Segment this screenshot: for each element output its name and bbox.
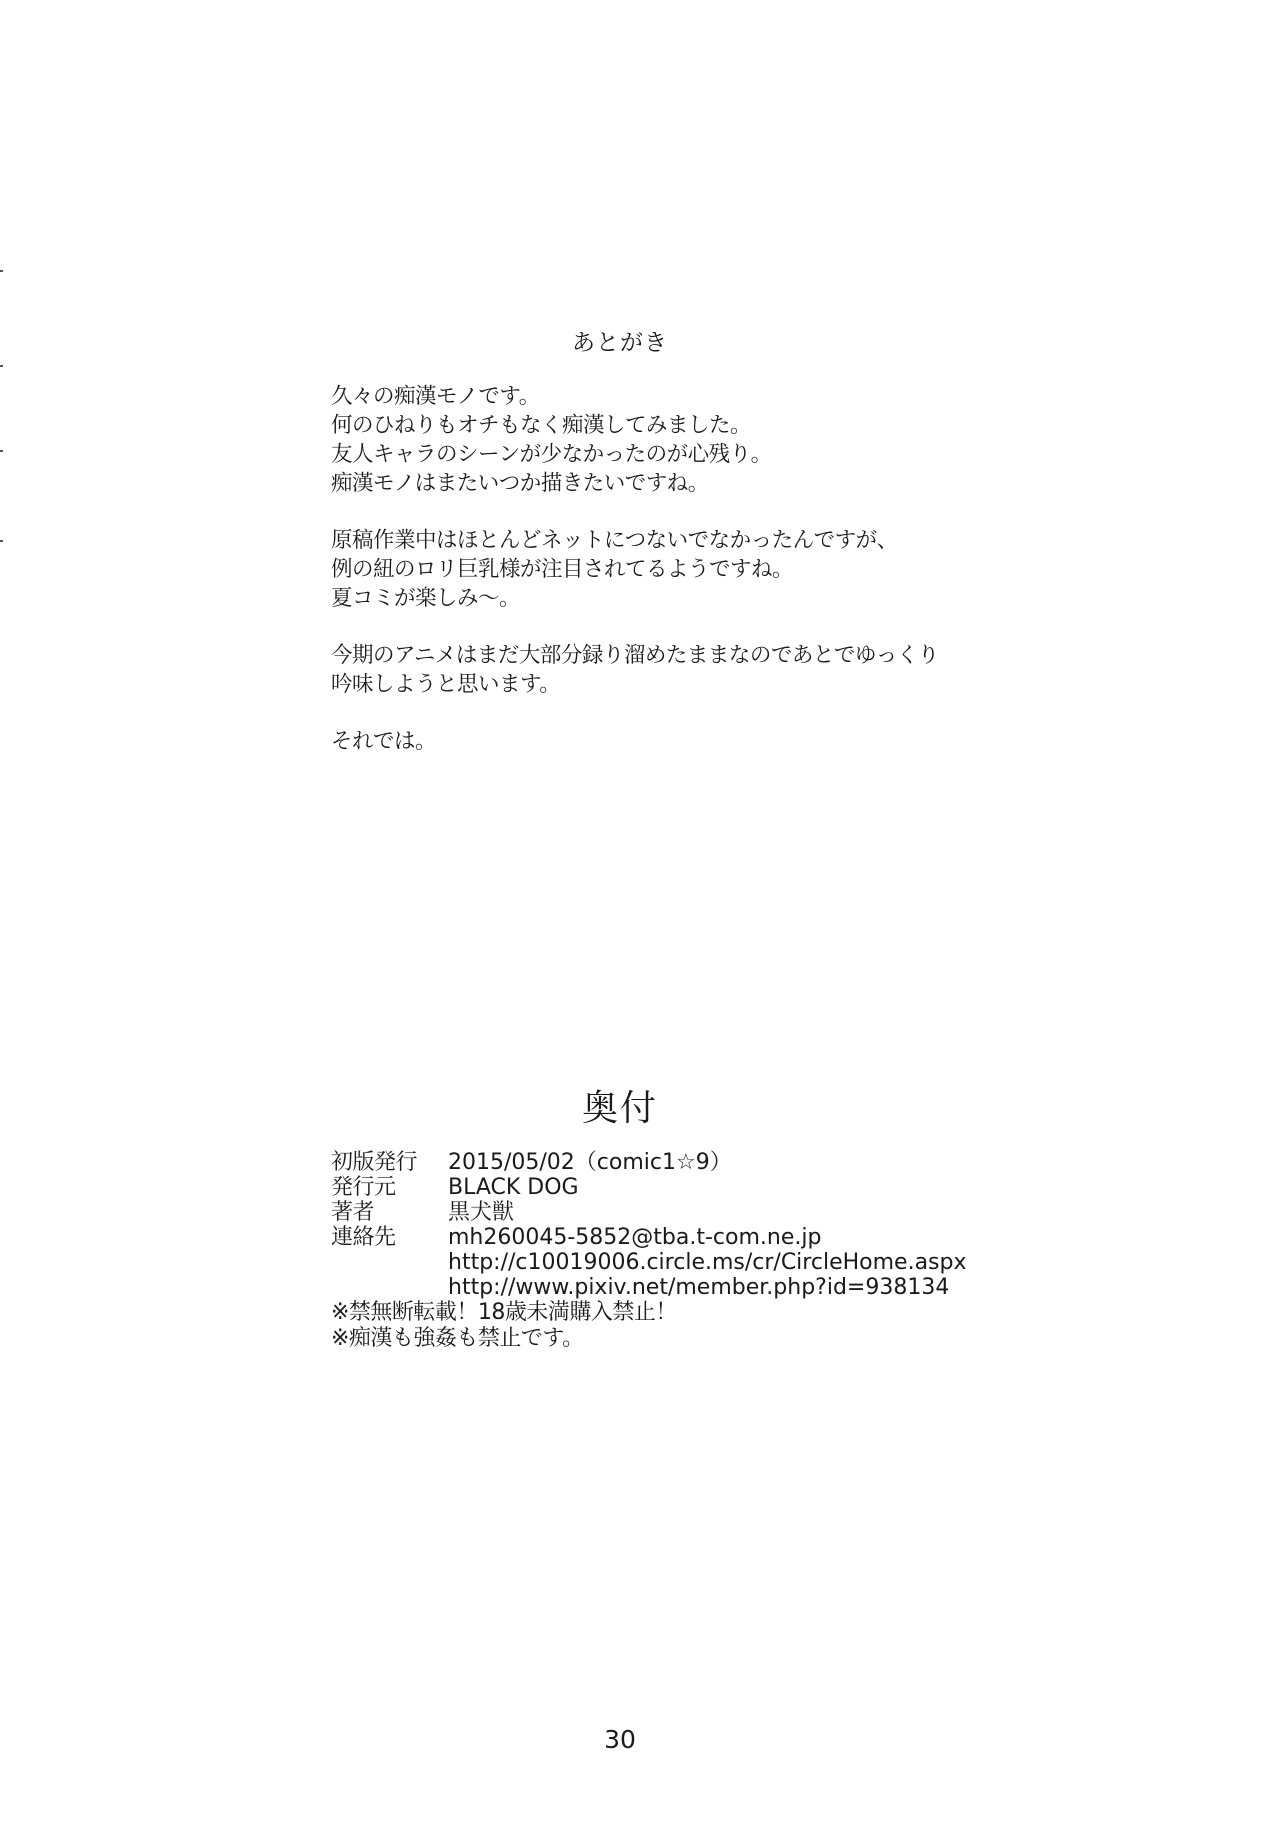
colophon-row-contact-url (331, 1250, 967, 1275)
afterword-title: あとがき (572, 330, 668, 356)
contact-url-pixiv: http://www.pixiv.net/member.php?id=938134 (448, 1275, 950, 1300)
colophon-row-contact-url (331, 1275, 967, 1300)
afterword-line: 例の紐のロリ巨乳様が注目されてるようですね。 (331, 557, 794, 582)
afterword-line: それでは。 (331, 729, 437, 754)
afterword-line: 夏コミが楽しみ～。 (331, 586, 521, 611)
afterword-paragraph (331, 641, 939, 699)
page-number: 30 (604, 1725, 636, 1754)
colophon-row-author (331, 1200, 967, 1225)
notice-line: ※禁無断転載！18歳未満購入禁止！ (331, 1300, 677, 1325)
scan-edge-mark (0, 540, 3, 542)
afterword-body (331, 382, 939, 784)
colophon-row-first-edition (331, 1150, 967, 1175)
scan-edge-mark (0, 450, 3, 452)
afterword-line: 何のひねりもオチもなく痴漢してみました。 (331, 413, 752, 438)
colophon-row-contact (331, 1225, 967, 1250)
afterword-line: 友人キャラのシーンが少なかったのが心残り。 (331, 442, 772, 467)
scan-edge-mark (0, 365, 3, 367)
publisher-value: BLACK DOG (448, 1175, 579, 1200)
afterword-paragraph (331, 526, 939, 613)
afterword-paragraph (331, 382, 939, 498)
scan-edge-mark (0, 270, 3, 272)
publisher-label: 発行元 (331, 1175, 396, 1200)
afterword-line: 今期のアニメはまだ大部分録り溜めたままなのであとでゆっくり (331, 643, 939, 668)
first-edition-value: 2015/05/02（comic1☆9） (448, 1150, 732, 1175)
contact-url-circle: http://c10019006.circle.ms/cr/CircleHome.aspx (448, 1250, 967, 1275)
afterword-line: 原稿作業中はほとんどネットにつないでなかったんですが、 (331, 528, 898, 553)
author-value: 黒犬獣 (448, 1200, 515, 1225)
author-label: 著者 (331, 1200, 375, 1225)
colophon-block (331, 1150, 967, 1352)
afterword-line: 痴漢モノはまたいつか描きたいですね。 (331, 471, 709, 496)
afterword-line: 久々の痴漢モノです。 (331, 384, 540, 409)
first-edition-label: 初版発行 (331, 1150, 418, 1175)
contact-email: mh260045-5852@tba.t-com.ne.jp (448, 1225, 822, 1250)
colophon-title: 奥付 (581, 1088, 658, 1129)
afterword-line: 吟味しようと思います。 (331, 672, 561, 697)
afterword-paragraph (331, 727, 939, 756)
notice-line: ※痴漢も強姦も禁止です。 (331, 1326, 584, 1351)
colophon-row-publisher (331, 1175, 967, 1200)
contact-label: 連絡先 (331, 1225, 396, 1250)
